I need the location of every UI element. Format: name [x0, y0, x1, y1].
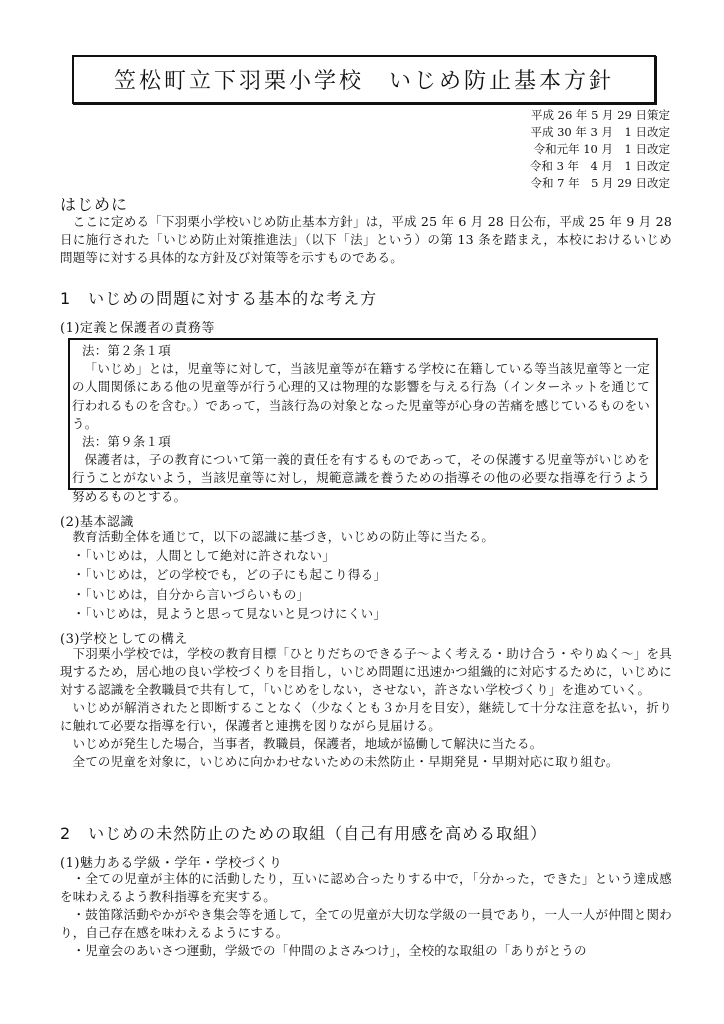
document-title: 笠松町立下羽栗小学校 いじめ防止基本方針: [113, 69, 614, 94]
attractive-class-list: [60, 870, 672, 960]
revision-line: 平成 26 年 5 月 29 日策定: [530, 108, 670, 122]
list-item: ・「いじめは，人間として絶対に許されない」: [72, 548, 336, 564]
list-item: ・鼓笛隊活動やかがやき集会等を通して，全ての児童が大切な学級の一員であり，一人一人が仲間と関わり，自己存在感を味わえるようにする。: [60, 907, 672, 940]
list-item: ・全ての児童が主体的に活動したり，互いに認め合ったりする中で，「分かった，できた」という達成感を味わえるよう教科指導を充実する。: [60, 871, 672, 904]
law2-text: 保護者は，子の教育について第一義的責任を有するものであって，その保護する児童等がいじめを行うことがないよう，当該児童等に対し，規範意識を養うための指導その他の必要な指導を行うよう努めるものとする。: [72, 452, 650, 504]
revision-line: 平成 30 年 3 月 1 日改定: [530, 125, 670, 139]
law1-label: 法：第２条１項: [82, 343, 171, 358]
section1-sub2-heading: (2)基本認識: [60, 515, 134, 530]
list-item: ・「いじめは，見ようと思って見ないと見つけにくい」: [72, 605, 387, 621]
stance-paragraph: 下羽栗小学校では，学校の教育目標「ひとりだちのできる子～よく考える・助け合う・やりぬく～」を具現するため，居心地の良い学校づくりを目指し，いじめ問題に迅速かつ組織的に対応するために，いじめに対する認識を全教職員で共有して，「いじめをしない，させない，許さない学校づくり」を進めていく。: [60, 646, 672, 697]
section2-heading: 2 いじめの未然防止のための取組（自己有用感を高める取組）: [60, 824, 548, 843]
law1-text: 「いじめ」とは，児童等に対して，当該児童等が在籍する学校に在籍している等当該児童等と一定の人間関係にある他の児童等が行う心理的又は物理的な影響を与える行為（インターネットを通じて行われるものを含む。）であって，当該行為の対象となった児童等が心身の苦痛を感じているものをいう。: [72, 361, 650, 431]
section1-sub3-heading: (3)学校としての構え: [60, 632, 188, 647]
list-item: ・児童会のあいさつ運動，学級での「仲間のよさみつけ」，全校的な取組の「ありがとうの: [72, 943, 587, 958]
revision-line: 令和 7 年 5 月 29 日改定: [530, 176, 670, 190]
stance-paragraph: いじめが解消されたと即断することなく（少なくとも３か月を目安），継続して十分な注意を払い，折りに触れて必要な指導を行い，保護者と連携を図りながら見届ける。: [60, 700, 672, 733]
basic-recognition-list: [60, 527, 672, 623]
school-stance: [60, 645, 672, 771]
intro-heading: はじめに: [60, 195, 129, 214]
list-item: ・「いじめは，自分から言いづらいもの」: [72, 586, 310, 602]
law2-label: 法：第９条１項: [82, 434, 171, 450]
law-quote-box: [68, 338, 658, 504]
title-box: [72, 55, 656, 104]
intro-paragraph: [60, 213, 672, 267]
intro-body: ここに定める「下羽栗小学校いじめ防止基本方針」は，平成 25 年 6 月 28 日公布，平成 25 年 9 月 28 日に施行された「いじめ防止対策推進法」（以下「法」という）の第 13 条を踏まえ，本校におけるいじめ問題等に対する具体的な方針及び対策等を示すものである。: [60, 214, 672, 265]
section1-sub1-heading: (1)定義と保護者の責務等: [60, 321, 215, 336]
stance-paragraph: いじめが発生した場合，当事者，教職員，保護者，地域が協働して解決に当たる。: [72, 736, 543, 751]
section2-sub1-heading: (1)魅力ある学級・学年・学校づくり: [60, 856, 283, 871]
stance-paragraph: 全ての児童を対象に，いじめに向かわせないための未然防止・早期発見・早期対応に取り組む。: [72, 754, 619, 769]
revision-line: 令和元年 10 月 1 日改定: [533, 142, 670, 156]
list-lead: 教育活動全体を通じて，以下の認識に基づき，いじめの防止等に当たる。: [72, 529, 495, 544]
revision-line: 令和 3 年 4 月 1 日改定: [529, 159, 670, 173]
section1-heading: 1 いじめの問題に対する基本的な考え方: [60, 289, 378, 308]
list-item: ・「いじめは，どの学校でも，どの子にも起こり得る」: [72, 567, 387, 583]
revision-history: [470, 107, 670, 192]
